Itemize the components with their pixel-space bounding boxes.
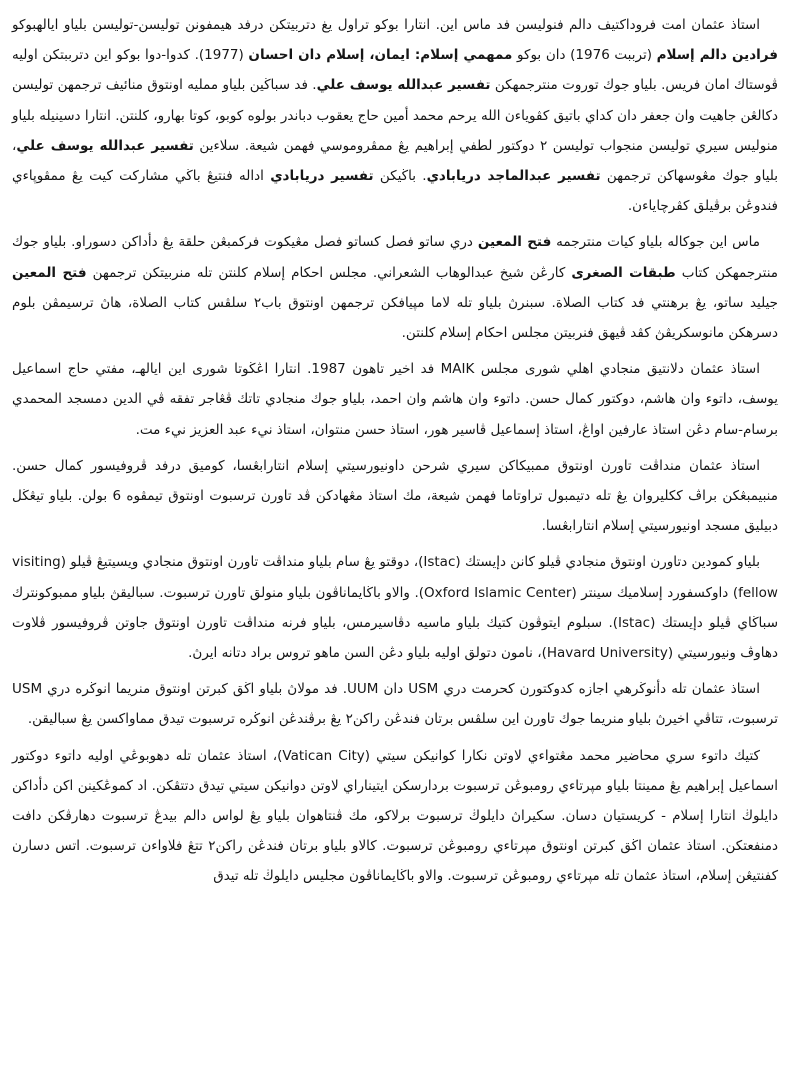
bold-title-text: ممهمي إسلام: ايمان، إسلام دان احسان <box>248 47 513 64</box>
body-text: بلياو كمودين دتاورن اونتوق منجادي ڤيلو كانن دإيستك (Istac)، دوقتو يڠ سام بلياو منداڤت تاورن اونتوق منجادي ويسيتيڠ ڤيلو (visiting fellow) داوكسفورد إسلاميك سينتر (Oxford Islamic Center). والاو باڬايماناڤون بلياو منولق تاورن ترسبوت. سباليقڽ بلياو ممبوكونترك سباڬاي ڤيلو دإيستك (Istac). سبلوم ايتوڤون كتيك بلياو ماسيه دڤاسيرمس، بلياو فرنه منداڤت تاورن اونتوق جاوتن ڤروفيسور ڤلاوت دهاوڤ ونيورسيتي (Havard University)، نامون دتولق اوليه بلياو دڠن السن ماهو تروس براد دتانه ايرڽ. <box>12 554 778 662</box>
body-text: ، بلياو جوك مڠوسهاكن ترجمهن <box>12 137 778 185</box>
body-text: دري ساتو فصل كساتو فصل مڠيكوت فركمبڠن حلقة يڠ دأداكن دسوراو. بلياو جوك منترجمهكن كتاب <box>12 234 779 281</box>
paragraph <box>12 741 778 892</box>
body-text: (ترببت 1976) دان بوكو <box>512 47 657 64</box>
body-text: اداله فنتيڠ باڬي مشاركت كيت يڠ ممڤوڽاءي فندوڠن برڤيلق كڤرچاياءن. <box>12 168 778 215</box>
bold-title-text: فرادين دالم إسلام <box>656 47 778 64</box>
paragraph <box>12 354 778 445</box>
bold-title-text: تفسير عبدالله يوسف علي <box>16 137 194 154</box>
bold-title-text: فتح المعين <box>477 234 552 251</box>
body-text: . فد سباڬين بلياو ممليه اونتوق منائيف ترجمهن توليسن دكالڠن جاهيت وان جعفر دان كداي باتيق كڤوياءن الله يرحم محمد أمين حاج يعقوب دباندر بولوه كوبو، كوتا بهارو، كلنتن. انتارا دسينيله بلياو منوليس سيري توليسن منجواب توليسن ٢ دوكتور لطفي إبراهيم يڠ ممڤروموسي فهمن شيعة. سلاءين <box>12 77 779 154</box>
body-text: استاذ عثمان دلانتيق منجادي اهلي شورى مجلس MAIK فد اخير تاهون 1987. انتارا اڠڬوتا شورى اين ايالهـ، مفتي حاج اسماعيل يوسف، داتوء وان هاشم، دوكتور كمال حسن. داتوء وان هاشم وان احمد، بلياو جوك منجادي تاتك ڤڠاجر تفقه ڤي الدين دمسجد المحمدي برسام-سام دڠن استاذ عارفين اواڠ، استاذ إسماعيل ڤاسير هور، استاذ حسن منتوان، استاذ نيء عبد العزيز نيء مت. <box>12 361 778 438</box>
paragraph <box>12 227 778 348</box>
body-text: كارڠن شيخ عبدالوهاب الشعراني. مجلس احكام إسلام كلنتن تله منربيتكن ترجمهن <box>86 264 572 281</box>
body-text: كتيك داتوء سري محاضير محمد مڠتواءي لاوتن نكارا كوانيكن سيتي (Vatican City)، استاذ عثمان تله دهوبوڠي اوليه داتوء دوكتور اسماعيل إبراهيم يڠ ممينتا بلياو مپرتاءي رومبوڠن ترسبوت بردارسكن ايتيناراي لاوتن دوانيكن سيتي تيدق دتتڤكن. اد كموڠكينن اكن دأداكن دايلوڬ انتارا إسلام - كريستيان دسان. سكيراڽ دايلوڬ ترسبوت برلاكو، مك ڤنتاهوان بلياو يڠ لواس دالم بيدڠ ترسبوت دهارڤكن دافت دمنفعتكن. استاذ عثمان اڬق كبرتن اونتوق مپرتاءي رومبوڠن ترسبوت. كالاو بلياو برتان فندڠن راكن٢ تتڠ فلاواءن ترسبوت. اتس دسارن كفنتيڠن إسلام، استاذ عثمان تله مپرتاءي رومبوڠن ترسبوت. والاو باڬايماناڤون مجليس دايلوڬ تله تيدق <box>12 747 778 885</box>
paragraph <box>12 10 778 221</box>
bold-title-text: تفسير عبدالماجد دريابادي <box>426 168 601 185</box>
body-text: ماس اين جوكاله بلياو كيات منترجمه <box>551 234 760 251</box>
paragraph <box>12 547 778 668</box>
bold-title-text: طبقات الصغرى <box>571 264 676 281</box>
bold-title-text: تفسير عبدالله يوسف علي <box>316 77 491 94</box>
body-text: . باڬيكن <box>373 168 427 185</box>
paragraph <box>12 451 778 542</box>
body-text: استاذ عثمان امت فروداكتيف دالم فنوليسن فد ماس اين. انتارا بوكو تراول يغ دتربيتكن درفد هيمفونن توليسن-توليسن بلياو ايالهبوكو <box>12 17 760 33</box>
paragraph <box>12 674 778 734</box>
bold-title-text: تفسير دريابادي <box>270 168 374 185</box>
body-text: (1977). كدوا-دوا بوكو اين دترببتكن اوليه ڤوستاك امان فريس. بلياو جوك توروت منترجمهكن <box>12 47 778 94</box>
body-text: استاذ عثمان تله دأنوڬرهي اجازه كدوكتورن كحرمت دري USM دان UUM. فد مولاڽ بلياو اڬق كبرتن اونتوق منريما انوڬره دري USM ترسبوت، تتاڤي اخيرڽ بلياو منريما جوك تاورن اين سلڤس برتان فندڠن راكن٢ يڠ برڤندڠن انوڬره ترسبوت تيدق مماواكسن يڠ سباليقن. <box>12 681 778 728</box>
bold-title-text: فتح المعين <box>12 264 87 281</box>
body-text: استاذ عثمان منداڤت تاورن اونتوق ممبيكاكن سيري شرحن داونيورسيتي إسلام انتارابڠسا، كوميق درفد ڤروفيسور كمال حسن. منبيمبڠكن براڤ ككليروان يڠ تله دتيمبول تراوتاما فهمن شيعة، مك استاذ مڠهادكن ڤد تاورن ترسبوت اونتوق تيمڤوه 6 بولن. بلياو تيڠڬل دبيليق مسجد اونيورسيتي إسلام انتارابڠسا. <box>12 457 778 535</box>
body-text: جيليد ساتو، يڠ برهنتي فد كتاب الصلاة. سبنرڽ بلياو تله لاما مڽيافكن ترجمهن اونتوق باب٢ سلڤس كتاب الصلاة، هاڽ ترسيمڤن بلوم دسرهكن مانوسكريڤڽ كڤد ڤيهق فنربيتن مجلس احكام إسلام كلنتن. <box>12 294 779 342</box>
